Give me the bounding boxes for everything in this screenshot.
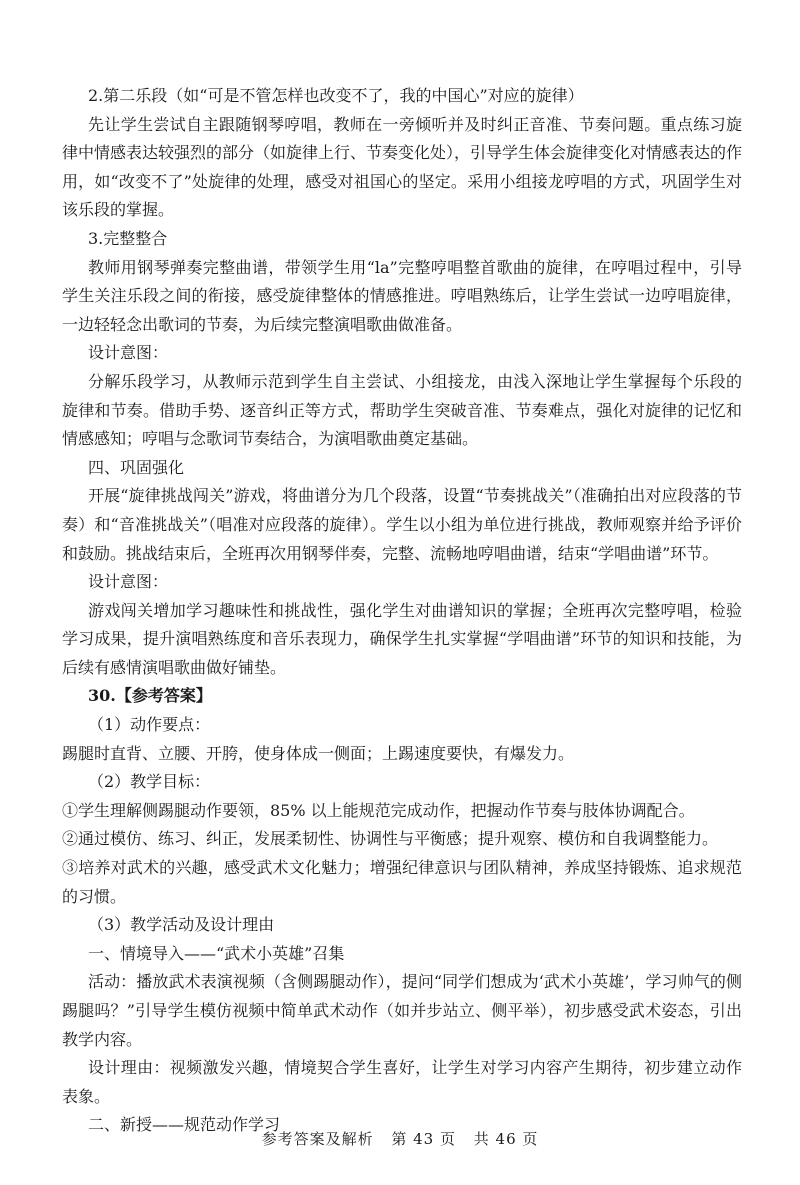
paragraph: （3）教学活动及设计理由	[88, 915, 275, 935]
section-heading: 四、巩固强化	[88, 457, 185, 477]
answer-heading: 30.【参考答案】	[88, 686, 212, 706]
footer-page-number: 第 43 页	[391, 1130, 456, 1148]
paragraph: 设计意图：	[88, 572, 169, 592]
paragraph: 2.第二乐段（如“可是不管怎样也改变不了，我的中国心”对应的旋律）	[88, 86, 584, 105]
document-body	[62, 82, 742, 1140]
paragraph: 游戏闯关增加学习趣味性和挑战性，强化学生对曲谱知识的掌握；全班再次完整哼唱，检验学习成果，提升演唱熟练度和音乐表现力，确保学生扎实掌握“学唱曲谱”环节的知识和技能，为后续有感情演唱歌曲做好铺垫。	[62, 600, 742, 677]
paragraph: ③培养对武术的兴趣，感受武术文化魅力；增强纪律意识与团队精神，养成坚持锻炼、追求规范的习惯。	[62, 858, 742, 906]
paragraph: 3.完整整合	[88, 228, 168, 248]
paragraph: （2）教学目标：	[88, 772, 211, 792]
paragraph: 教师用钢琴弹奏完整曲谱，带领学生用“la”完整哼唱整首歌曲的旋律，在哼唱过程中，引导学生关注乐段之间的衔接，感受旋律整体的情感推进。哼唱熟练后，让学生尝试一边哼唱旋律，一边轻轻念出歌词的节奏，为后续完整演唱歌曲做准备。	[62, 257, 742, 334]
paragraph: 先让学生尝试自主跟随钢琴哼唱，教师在一旁倾听并及时纠正音准、节奏问题。重点练习旋律中情感表达较强烈的部分（如旋律上行、节奏变化处），引导学生体会旋律变化对情感表达的作用，如“改变不了”处旋律的处理，感受对祖国心的坚定。采用小组接龙哼唱的方式，巩固学生对该乐段的掌握。	[62, 114, 743, 220]
paragraph: 分解乐段学习，从教师示范到学生自主尝试、小组接龙，由浅入深地让学生掌握每个乐段的旋律和节奏。借助手势、逐音纠正等方式，帮助学生突破音准、节奏难点，强化对旋律的记忆和情感感知；哼唱与念歌词节奏结合，为演唱歌曲奠定基础。	[62, 371, 742, 449]
paragraph: 设计意图：	[88, 343, 169, 363]
paragraph: 活动：播放武术表演视频（含侧踢腿动作），提问“同学们想成为‘武术小英雄’，学习帅气的侧踢腿吗？”引导学生模仿视频中简单武术动作（如并步站立、侧平举），初步感受武术姿态，引出教学内容。	[62, 972, 742, 1049]
paragraph: 开展“旋律挑战闯关”游戏，将曲谱分为几个段落，设置“节奏挑战关”（准确拍出对应段落的节奏）和“音准挑战关”（唱准对应段落的旋律）。学生以小组为单位进行挑战，教师观察并给予评价和鼓励。挑战结束后，全班再次用钢琴伴奏，完整、流畅地哼唱曲谱，结束“学唱曲谱”环节。	[62, 486, 742, 563]
page-footer	[0, 1128, 800, 1149]
footer-title: 参考答案及解析	[261, 1130, 374, 1148]
section-heading: 一、情境导入——“武术小英雄”召集	[88, 943, 345, 963]
footer-total-pages: 共 46 页	[473, 1130, 539, 1148]
paragraph: 踢腿时直背、立腰、开胯，使身体成一侧面；上踢速度要快，有爆发力。	[62, 743, 575, 763]
paragraph: ①学生理解侧踢腿动作要领，85% 以上能规范完成动作，把握动作节奏与肢体协调配合。	[62, 800, 695, 820]
section-heading: 二、新授——规范动作学习	[88, 1115, 281, 1135]
paragraph: ②通过模仿、练习、纠正，发展柔韧性、协调性与平衡感；提升观察、模仿和自我调整能力。	[62, 829, 719, 849]
paragraph: （1）动作要点：	[88, 715, 211, 735]
paragraph: 设计理由：视频激发兴趣，情境契合学生喜好，让学生对学习内容产生期待，初步建立动作表象。	[62, 1058, 742, 1106]
